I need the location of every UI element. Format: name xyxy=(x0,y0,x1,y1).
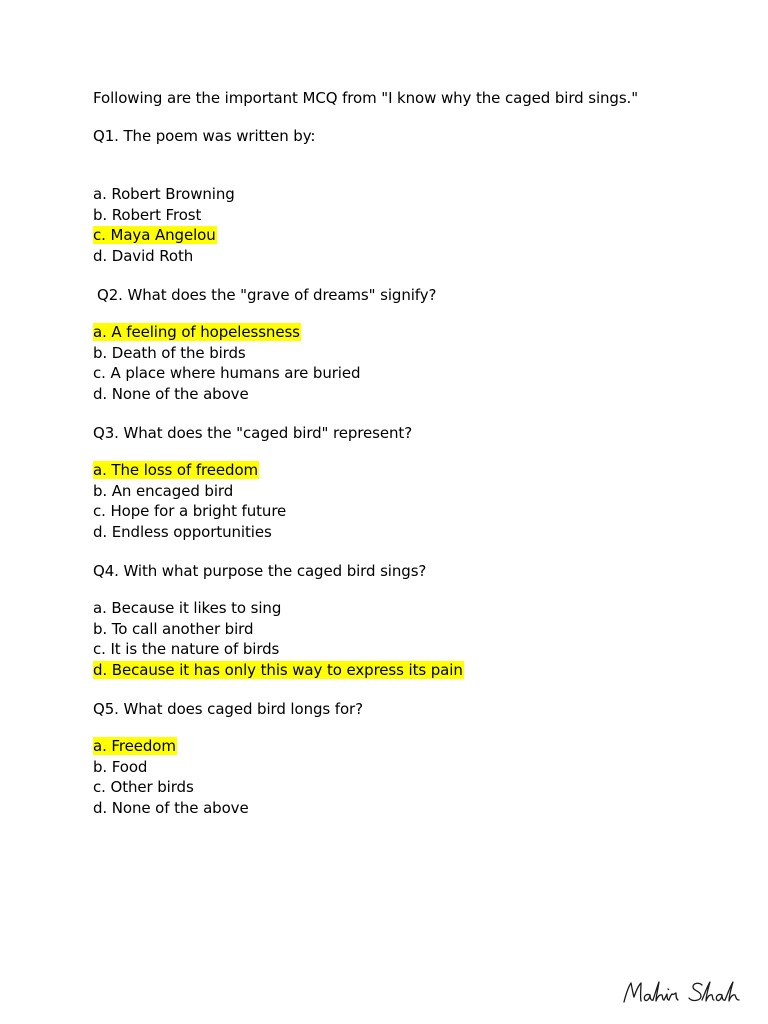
option-text: d. None of the above xyxy=(93,384,249,403)
option-text: b. Food xyxy=(93,757,148,776)
option-text: d. None of the above xyxy=(93,798,249,817)
option xyxy=(93,757,250,778)
option-correct xyxy=(93,736,250,757)
option-text: b. Robert Frost xyxy=(93,205,202,224)
option-text: d. Endless opportunities xyxy=(93,522,272,541)
question-1-prompt: Q1. The poem was written by: xyxy=(93,127,316,145)
option-correct xyxy=(93,460,287,481)
option-text: b. Death of the birds xyxy=(93,343,246,362)
option xyxy=(93,363,361,384)
question-5-prompt: Q5. What does caged bird longs for? xyxy=(93,700,363,718)
option xyxy=(93,246,236,267)
option xyxy=(93,522,287,543)
option-text: d. Because it has only this way to express its pain xyxy=(93,660,463,679)
question-4-options xyxy=(93,598,464,680)
option xyxy=(93,384,361,405)
option xyxy=(93,184,236,205)
option-text: c. A place where humans are buried xyxy=(93,364,361,382)
question-5-options xyxy=(93,736,250,818)
option-correct xyxy=(93,225,236,246)
option xyxy=(93,205,236,226)
option-text: a. Because it likes to sing xyxy=(93,599,282,617)
intro-text: Following are the important MCQ from "I know why the caged bird sings." xyxy=(93,89,639,107)
question-1-options xyxy=(93,184,236,266)
option xyxy=(93,639,464,660)
option-text: b. An encaged bird xyxy=(93,481,234,500)
option xyxy=(93,619,464,640)
option-correct xyxy=(93,322,361,343)
question-2-options xyxy=(93,322,361,404)
question-2-prompt: Q2. What does the "grave of dreams" signify? xyxy=(97,286,437,304)
question-3-options xyxy=(93,460,287,542)
option xyxy=(93,481,287,502)
option-text: a. A feeling of hopelessness xyxy=(93,323,300,341)
option-text: a. The loss of freedom xyxy=(93,461,259,479)
option xyxy=(93,798,250,819)
option xyxy=(93,777,250,798)
question-3-prompt: Q3. What does the "caged bird" represent? xyxy=(93,424,413,442)
option-text: c. Maya Angelou xyxy=(93,226,216,244)
option-text: d. David Roth xyxy=(93,246,194,265)
option xyxy=(93,501,287,522)
option-text: b. To call another bird xyxy=(93,619,254,638)
signature xyxy=(622,978,757,1008)
option-text: a. Freedom xyxy=(93,737,176,755)
option-text: c. It is the nature of birds xyxy=(93,640,280,658)
option-text: c. Other birds xyxy=(93,778,194,796)
option-text: a. Robert Browning xyxy=(93,185,235,203)
option xyxy=(93,598,464,619)
option-correct xyxy=(93,660,464,681)
question-4-prompt: Q4. With what purpose the caged bird sings? xyxy=(93,562,427,580)
option-text: c. Hope for a bright future xyxy=(93,502,287,520)
option xyxy=(93,343,361,364)
